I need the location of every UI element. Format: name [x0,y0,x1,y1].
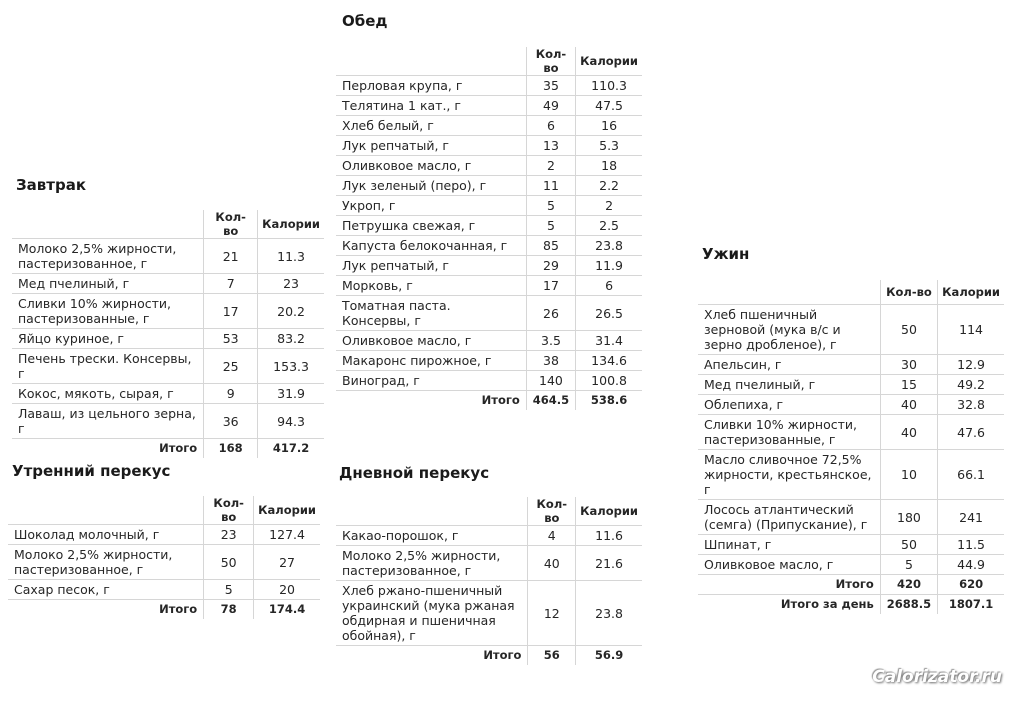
total-label: Итого [336,391,526,411]
table-row [698,355,1004,375]
column-header-qty: Кол-во [880,280,937,305]
table-row [336,256,642,276]
table-row [336,296,642,331]
dinner-title: Ужин [702,245,750,263]
food-qty: 38 [526,351,575,371]
column-header-calories: Калории [254,496,320,525]
day-total-label: Итого за день [698,595,880,615]
food-calories: 21.6 [576,546,642,581]
food-name: Какао-порошок, г [336,526,528,546]
table-row [698,555,1004,575]
table-row [336,351,642,371]
food-name: Лук репчатый, г [336,256,526,276]
table-row [336,331,642,351]
food-qty: 21 [204,239,258,274]
food-qty: 85 [526,236,575,256]
total-qty: 78 [204,600,254,620]
food-name: Мед пчелиный, г [698,375,880,395]
food-name: Макаронс пирожное, г [336,351,526,371]
column-header-calories: Калории [938,280,1004,305]
table-row [336,176,642,196]
food-calories: 127.4 [254,525,320,545]
food-qty: 29 [526,256,575,276]
day-total-calories: 1807.1 [938,595,1004,615]
food-name: Хлеб белый, г [336,116,526,136]
food-qty: 40 [880,415,937,450]
total-row [336,391,642,411]
column-header-calories: Калории [258,210,324,239]
table-row [336,546,642,581]
day-total-row [698,595,1004,615]
total-qty: 56 [528,646,576,666]
total-label: Итого [8,600,204,620]
food-qty: 50 [204,545,254,580]
food-name: Печень трески. Консервы, г [12,349,204,384]
afternoon-snack-table [336,497,642,665]
food-name: Сливки 10% жирности, пастеризованные, г [12,294,204,329]
food-name: Капуста белокочанная, г [336,236,526,256]
food-calories: 44.9 [938,555,1004,575]
total-qty: 420 [880,575,937,595]
food-calories: 23.8 [576,581,642,646]
column-header-qty: Кол-во [526,47,575,76]
total-calories: 538.6 [576,391,642,411]
food-name: Перловая крупа, г [336,76,526,96]
food-qty: 25 [204,349,258,384]
food-calories: 100.8 [576,371,642,391]
food-calories: 6 [576,276,642,296]
food-qty: 36 [204,404,258,439]
food-name: Сливки 10% жирности, пастеризованные, г [698,415,880,450]
food-calories: 26.5 [576,296,642,331]
column-header-name [698,280,880,305]
food-qty: 2 [526,156,575,176]
food-name: Укроп, г [336,196,526,216]
total-label: Итого [336,646,528,666]
food-calories: 94.3 [258,404,324,439]
food-qty: 4 [528,526,576,546]
food-qty: 5 [526,196,575,216]
food-qty: 50 [880,535,937,555]
food-name: Оливковое масло, г [698,555,880,575]
food-qty: 17 [204,294,258,329]
column-header-name [12,210,204,239]
food-name: Молоко 2,5% жирности, пастеризованное, г [336,546,528,581]
table-row [336,116,642,136]
food-calories: 20.2 [258,294,324,329]
table-row [698,395,1004,415]
food-calories: 23 [258,274,324,294]
food-name: Мед пчелиный, г [12,274,204,294]
food-calories: 2.5 [576,216,642,236]
food-qty: 12 [528,581,576,646]
total-row [12,439,324,459]
food-name: Молоко 2,5% жирности, пастеризованное, г [12,239,204,274]
food-name: Яйцо куриное, г [12,329,204,349]
food-name: Шпинат, г [698,535,880,555]
header-row [8,496,320,525]
header-row [12,210,324,239]
food-qty: 40 [880,395,937,415]
food-qty: 5 [204,580,254,600]
food-qty: 9 [204,384,258,404]
food-calories: 23.8 [576,236,642,256]
column-header-calories: Калории [576,497,642,526]
column-header-qty: Кол-во [204,210,258,239]
food-name: Телятина 1 кат., г [336,96,526,116]
column-header-qty: Кол-во [528,497,576,526]
lunch-table [336,47,642,410]
table-row [12,294,324,329]
table-row [336,236,642,256]
food-calories: 18 [576,156,642,176]
total-calories: 620 [938,575,1004,595]
food-qty: 180 [880,500,937,535]
food-qty: 23 [204,525,254,545]
table-row [12,384,324,404]
food-qty: 11 [526,176,575,196]
table-row [698,415,1004,450]
food-calories: 49.2 [938,375,1004,395]
food-name: Апельсин, г [698,355,880,375]
food-name: Лосось атлантический (семга) (Припускание), г [698,500,880,535]
food-calories: 32.8 [938,395,1004,415]
header-row [336,47,642,76]
table-row [698,305,1004,355]
day-total-qty: 2688.5 [880,595,937,615]
column-header-name [336,497,528,526]
food-name: Лаваш, из цельного зерна, г [12,404,204,439]
food-qty: 17 [526,276,575,296]
food-calories: 20 [254,580,320,600]
header-row [698,280,1004,305]
table-row [12,404,324,439]
food-name: Лук репчатый, г [336,136,526,156]
table-row [698,375,1004,395]
table-row [336,156,642,176]
food-name: Хлеб ржано-пшеничный украинский (мука ржаная обдирная и пшеничная обойная), г [336,581,528,646]
food-name: Оливковое масло, г [336,156,526,176]
food-calories: 11.6 [576,526,642,546]
food-calories: 11.9 [576,256,642,276]
table-row [12,329,324,349]
food-calories: 11.3 [258,239,324,274]
food-name: Оливковое масло, г [336,331,526,351]
food-name: Петрушка свежая, г [336,216,526,236]
table-row [336,581,642,646]
food-qty: 50 [880,305,937,355]
food-calories: 27 [254,545,320,580]
total-calories: 174.4 [254,600,320,620]
food-qty: 3.5 [526,331,575,351]
table-row [336,136,642,156]
food-calories: 153.3 [258,349,324,384]
food-qty: 49 [526,96,575,116]
food-name: Томатная паста. Консервы, г [336,296,526,331]
food-calories: 2 [576,196,642,216]
food-qty: 140 [526,371,575,391]
food-name: Кокос, мякоть, сырая, г [12,384,204,404]
total-label: Итого [698,575,880,595]
food-qty: 10 [880,450,937,500]
food-name: Морковь, г [336,276,526,296]
food-calories: 47.6 [938,415,1004,450]
morning-snack-table [8,496,320,619]
food-qty: 5 [526,216,575,236]
food-qty: 6 [526,116,575,136]
breakfast-table [12,210,324,458]
table-row [8,545,320,580]
afternoon-snack-title: Дневной перекус [339,464,490,482]
table-row [336,196,642,216]
food-calories: 114 [938,305,1004,355]
table-row [336,76,642,96]
column-header-name [336,47,526,76]
table-row [8,525,320,545]
food-qty: 5 [880,555,937,575]
table-row [12,239,324,274]
food-qty: 53 [204,329,258,349]
food-qty: 40 [528,546,576,581]
food-calories: 5.3 [576,136,642,156]
food-calories: 2.2 [576,176,642,196]
food-calories: 16 [576,116,642,136]
food-calories: 66.1 [938,450,1004,500]
food-calories: 31.4 [576,331,642,351]
food-name: Лук зеленый (перо), г [336,176,526,196]
table-row [336,526,642,546]
food-name: Масло сливочное 72,5% жирности, крестьянское, г [698,450,880,500]
table-row [698,450,1004,500]
table-row [12,349,324,384]
food-name: Молоко 2,5% жирности, пастеризованное, г [8,545,204,580]
total-row [698,575,1004,595]
total-calories: 56.9 [576,646,642,666]
total-qty: 168 [204,439,258,459]
food-calories: 47.5 [576,96,642,116]
table-row [336,276,642,296]
food-name: Шоколад молочный, г [8,525,204,545]
column-header-qty: Кол-во [204,496,254,525]
breakfast-title: Завтрак [16,176,87,194]
total-qty: 464.5 [526,391,575,411]
total-calories: 417.2 [258,439,324,459]
food-qty: 15 [880,375,937,395]
food-qty: 26 [526,296,575,331]
table-row [698,535,1004,555]
table-row [8,580,320,600]
food-calories: 11.5 [938,535,1004,555]
food-qty: 35 [526,76,575,96]
total-row [8,600,320,620]
food-calories: 31.9 [258,384,324,404]
food-qty: 30 [880,355,937,375]
food-qty: 7 [204,274,258,294]
total-label: Итого [12,439,204,459]
food-qty: 13 [526,136,575,156]
food-name: Хлеб пшеничный зерновой (мука в/с и зерно дробленое), г [698,305,880,355]
table-row [12,274,324,294]
column-header-name [8,496,204,525]
table-row [698,500,1004,535]
food-name: Виноград, г [336,371,526,391]
food-name: Облепиха, г [698,395,880,415]
total-row [336,646,642,666]
lunch-title: Обед [342,12,388,30]
table-row [336,371,642,391]
food-calories: 83.2 [258,329,324,349]
food-calories: 12.9 [938,355,1004,375]
food-name: Сахар песок, г [8,580,204,600]
header-row [336,497,642,526]
column-header-calories: Калории [576,47,642,76]
table-row [336,216,642,236]
watermark: Calorizator.ru [872,667,1002,687]
food-calories: 241 [938,500,1004,535]
food-calories: 134.6 [576,351,642,371]
table-row [336,96,642,116]
dinner-table [698,280,1004,614]
food-calories: 110.3 [576,76,642,96]
morning-snack-title: Утренний перекус [12,462,171,480]
